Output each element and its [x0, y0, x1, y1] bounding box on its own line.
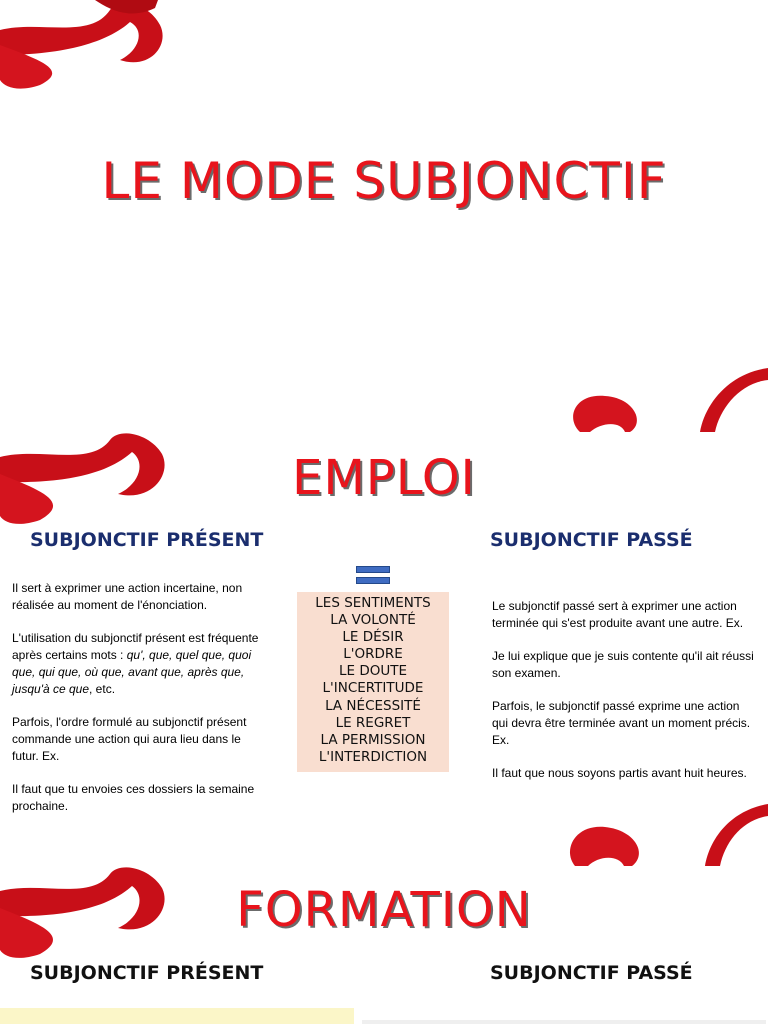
passe-paragraph-3: Parfois, le subjonctif passé exprime une action qui devra être terminée avant un moment précis. Ex. — [492, 699, 751, 747]
list-item: LA PERMISSION — [320, 731, 426, 748]
list-item: LA NÉCESSITÉ — [325, 697, 421, 714]
swirl-decoration-bottom-right — [560, 802, 768, 866]
slide-formation — [0, 866, 768, 1024]
section-title-formation: FORMATION — [236, 882, 532, 938]
slide-emploi — [0, 432, 768, 866]
present-p2-text: L'utilisation du subjonctif présent est fréquente après certains mots : — [12, 631, 259, 662]
passe-paragraph-2: Je lui explique que je suis contente qu'il ait réussi son examen. — [492, 649, 754, 680]
usage-list-box — [297, 592, 449, 772]
heading-formation-passe: SUBJONCTIF PASSÉ — [490, 962, 693, 984]
list-item: L'INCERTITUDE — [322, 680, 424, 697]
present-paragraph-3: Parfois, l'ordre formulé au subjonctif présent commande une action qui aura lieu dans le futur. Ex. — [12, 715, 247, 763]
formation-passe-box — [362, 1020, 766, 1024]
heading-subjonctif-passe: SUBJONCTIF PASSÉ — [490, 529, 693, 551]
slide-title — [0, 0, 768, 432]
heading-subjonctif-present: SUBJONCTIF PRÉSENT — [30, 529, 264, 551]
list-item: LA VOLONTÉ — [330, 612, 416, 629]
page-title: LE MODE SUBJONCTIF — [101, 152, 667, 210]
swirl-decoration-bottom-right — [560, 368, 768, 432]
present-paragraph-4: Il faut que tu envoies ces dossiers la semaine prochaine. — [12, 782, 255, 813]
present-explanation — [12, 580, 264, 831]
passe-explanation — [492, 598, 758, 798]
formation-present-box — [0, 1008, 354, 1024]
present-paragraph-2 — [12, 630, 264, 698]
list-item: LE DÉSIR — [342, 629, 404, 646]
present-p2-etc: , etc. — [89, 682, 116, 696]
list-item: LE DOUTE — [338, 663, 408, 680]
passe-paragraph-4: Il faut que nous soyons partis avant huit heures. — [492, 766, 747, 780]
list-item: L'ORDRE — [343, 646, 403, 663]
passe-paragraph-1: Le subjonctif passé sert à exprimer une action terminée qui s'est produite avant une autre. Ex. — [492, 599, 744, 630]
present-p2-examples: qu', que, quel que, quoi que, qui que, où que, avant que, après que, jusqu'à ce que — [12, 648, 252, 696]
heading-formation-present: SUBJONCTIF PRÉSENT — [30, 962, 264, 984]
swirl-decoration-top-left — [0, 0, 170, 90]
equals-icon — [356, 566, 390, 586]
section-title-emploi: EMPLOI — [292, 450, 476, 506]
present-paragraph-1: Il sert à exprimer une action incertaine, non réalisée au moment de l'énonciation. — [12, 581, 243, 612]
list-item: LE REGRET — [335, 714, 411, 731]
list-item: L'INTERDICTION — [318, 748, 428, 765]
list-item: LES SENTIMENTS — [315, 595, 431, 611]
